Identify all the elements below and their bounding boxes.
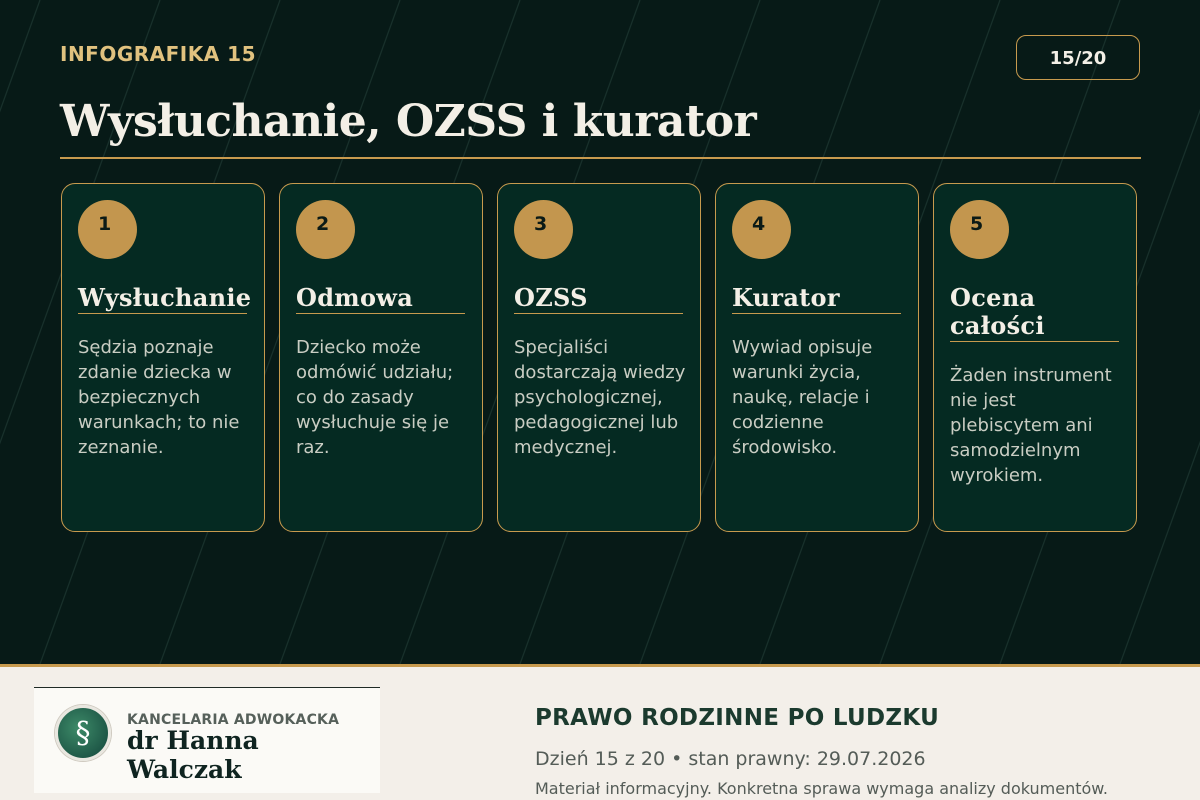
firm-name: dr Hanna Walczak — [127, 726, 259, 784]
law-firm-logo — [34, 687, 380, 793]
card-text: Wywiad opisuje warunki życia, naukę, relacje i codzienne środowisko. — [732, 337, 873, 458]
card-ocena-calosci — [933, 183, 1137, 532]
page-counter-badge: 15/20 — [1016, 35, 1140, 80]
card-text: Żaden instrument nie jest plebiscytem ani samodzielnym wyrokiem. — [950, 365, 1112, 486]
step-number-badge: 3 — [514, 200, 573, 259]
card-kurator — [715, 183, 919, 532]
card-title: Kurator — [732, 284, 901, 314]
step-number-badge: 4 — [732, 200, 791, 259]
paragraph-seal-icon: § — [55, 705, 111, 761]
series-meta: Dzień 15 z 20 • stan prawny: 29.07.2026 — [535, 748, 926, 770]
card-title: Wysłuchanie — [78, 283, 252, 312]
infographic-kicker: INFOGRAFIKA 15 — [60, 42, 257, 66]
footer — [0, 664, 1200, 800]
card-text: Specjaliści dostarczają wiedzy psychologicznej, pedagogicznej lub medycznej. — [514, 337, 686, 458]
title-divider — [60, 157, 1141, 159]
card-title: Odmowa — [296, 284, 465, 314]
card-title: OZSS — [514, 284, 683, 314]
card-text: Sędzia poznaje zdanie dziecka w bezpiecznych warunkach; to nie zeznanie. — [78, 337, 240, 458]
card-odmowa — [279, 183, 483, 532]
step-number-badge: 5 — [950, 200, 1009, 259]
step-number-badge: 2 — [296, 200, 355, 259]
disclaimer: Materiał informacyjny. Konkretna sprawa wymaga analizy dokumentów. — [535, 779, 1108, 798]
card-ozss — [497, 183, 701, 532]
card-text: Dziecko może odmówić udziału; co do zasady wysłuchuje się je raz. — [296, 337, 454, 458]
card-wysluchanie — [61, 183, 265, 532]
page-title: Wysłuchanie, OZSS i kurator — [60, 96, 757, 147]
series-title: PRAWO RODZINNE PO LUDZKU — [535, 705, 940, 731]
step-number-badge: 1 — [78, 200, 137, 259]
card-title: Ocena całości — [950, 284, 1119, 342]
firm-label: KANCELARIA ADWOKACKA — [127, 712, 340, 728]
